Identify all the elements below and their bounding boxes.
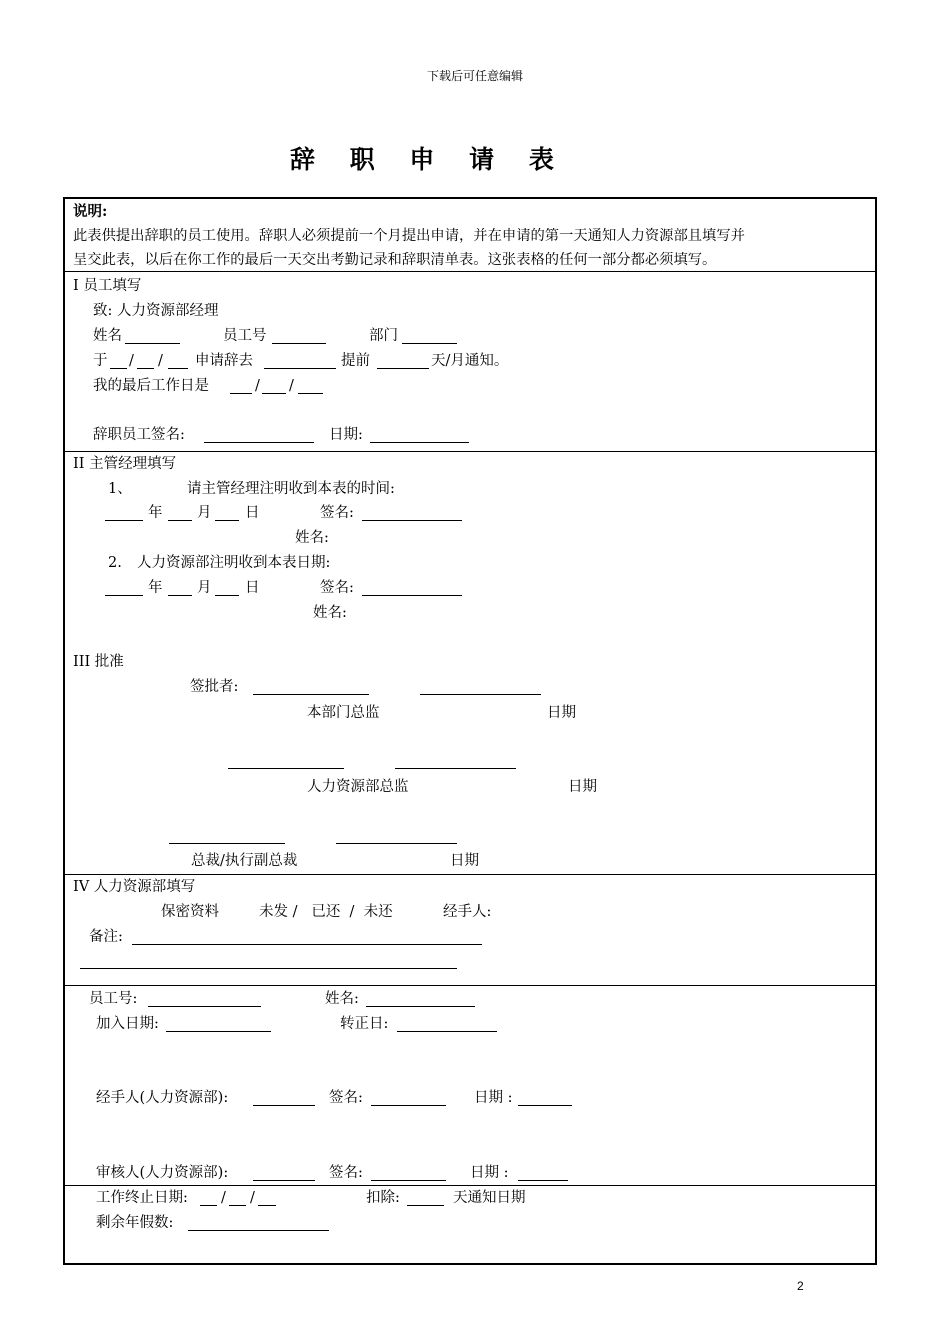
apply-date-line-2[interactable] xyxy=(137,368,154,369)
hr-director-date-label: 日期 xyxy=(568,779,597,795)
handler-date-line[interactable] xyxy=(518,1105,572,1106)
end-date-slash-1: / xyxy=(221,1190,226,1206)
section1-dept-label: 部门 xyxy=(369,328,398,344)
lastday-slash-2: / xyxy=(289,378,294,394)
item1-year: 年 xyxy=(148,505,163,521)
dept-director-date-label: 日期 xyxy=(547,705,576,721)
section2-heading: II 主管经理填写 xyxy=(73,456,177,472)
apply-prefix: 于 xyxy=(93,353,108,369)
notice-suffix: 天/月通知。 xyxy=(431,353,509,369)
apply-slash-2: / xyxy=(158,353,163,369)
resign-date-line[interactable] xyxy=(370,442,469,443)
deduct-label: 扣除: xyxy=(366,1190,400,1206)
item2-year: 年 xyxy=(148,580,163,596)
item2-year-line[interactable] xyxy=(105,595,143,596)
hr-director-sign-line[interactable] xyxy=(228,768,344,769)
president-label: 总裁/执行副总裁 xyxy=(191,853,298,869)
name-field-line[interactable] xyxy=(125,343,180,344)
approver-label: 签批者: xyxy=(190,679,239,695)
deduct-line[interactable] xyxy=(407,1205,444,1206)
section4-heading: IV 人力资源部填写 xyxy=(73,879,196,895)
item1-text: 请主管经理注明收到本表的时间: xyxy=(187,481,395,497)
divider-instructions xyxy=(63,271,877,272)
resign-date-label: 日期: xyxy=(329,427,363,443)
item1-day-line[interactable] xyxy=(215,520,239,521)
dept-director-sign-line[interactable] xyxy=(253,694,369,695)
confidential-status[interactable]: 未发 / 已还 / 未还 xyxy=(259,904,393,920)
item2-sign-label: 签名: xyxy=(320,580,354,596)
reviewer-date-line[interactable] xyxy=(518,1180,568,1181)
section5-empno-line[interactable] xyxy=(148,1006,261,1007)
advance-label: 提前 xyxy=(341,353,370,369)
president-date-line[interactable] xyxy=(336,843,457,844)
item2-day-line[interactable] xyxy=(215,595,239,596)
confirm-date-line[interactable] xyxy=(397,1031,497,1032)
apply-text: 申请辞去 xyxy=(195,353,253,369)
leave-label: 剩余年假数: xyxy=(96,1215,174,1231)
divider-section4 xyxy=(63,985,877,986)
item1-sign-line[interactable] xyxy=(362,520,462,521)
item1-name-label: 姓名: xyxy=(295,530,329,546)
section3-heading: III 批准 xyxy=(73,654,124,670)
item2-day: 日 xyxy=(245,580,260,596)
section1-empno-label: 员工号 xyxy=(223,328,267,344)
apply-date-line-3[interactable] xyxy=(168,368,188,369)
position-field-line[interactable] xyxy=(264,368,336,369)
resign-sign-label: 辞职员工签名: xyxy=(93,427,185,443)
dept-field-line[interactable] xyxy=(402,343,457,344)
item1-year-line[interactable] xyxy=(105,520,143,521)
item1-month: 月 xyxy=(197,505,212,521)
section1-to: 致: 人力资源部经理 xyxy=(93,303,219,319)
dept-director-date-line[interactable] xyxy=(420,694,541,695)
reviewer-sign-label: 签名: xyxy=(329,1165,363,1181)
hr-director-label: 人力资源部总监 xyxy=(307,779,409,795)
remark-label: 备注: xyxy=(89,929,123,945)
handler-date-label: 日期 : xyxy=(474,1090,513,1106)
section5-name-label: 姓名: xyxy=(325,991,359,1007)
page-title: 辞 职 申 请 表 xyxy=(290,145,567,174)
confidential-label: 保密资料 xyxy=(161,904,219,920)
end-date-line-1[interactable] xyxy=(200,1205,217,1206)
handler-sign-label: 签名: xyxy=(329,1090,363,1106)
join-date-line[interactable] xyxy=(166,1031,271,1032)
handler-label: 经手人(人力资源部): xyxy=(96,1090,229,1106)
deduct-suffix: 天通知日期 xyxy=(453,1190,526,1206)
lastday-label: 我的最后工作日是 xyxy=(93,378,209,394)
section1-name-label: 姓名 xyxy=(93,328,122,344)
divider-section3 xyxy=(63,874,877,875)
section5-name-line[interactable] xyxy=(366,1006,475,1007)
reviewer-sign-line[interactable] xyxy=(371,1180,446,1181)
section5-empno-label: 员工号: xyxy=(89,991,138,1007)
header-note: 下载后可任意编辑 xyxy=(426,69,523,83)
item1-sign-label: 签名: xyxy=(320,505,354,521)
end-date-line-3[interactable] xyxy=(258,1205,276,1206)
lastday-slash-1: / xyxy=(255,378,260,394)
join-date-label: 加入日期: xyxy=(96,1016,159,1032)
president-sign-line[interactable] xyxy=(169,843,285,844)
dept-director-label: 本部门总监 xyxy=(307,705,380,721)
hr-director-date-line[interactable] xyxy=(395,768,516,769)
confirm-date-label: 转正日: xyxy=(340,1016,389,1032)
item2-month-line[interactable] xyxy=(168,595,192,596)
apply-date-line-1[interactable] xyxy=(110,368,127,369)
handler-line[interactable] xyxy=(253,1105,315,1106)
instructions-heading: 说明: xyxy=(73,203,108,220)
empno-field-line[interactable] xyxy=(272,343,326,344)
remark-line-1[interactable] xyxy=(132,944,482,945)
divider-section5 xyxy=(63,1185,877,1186)
remark-line-2[interactable] xyxy=(80,968,457,969)
reviewer-date-label: 日期 : xyxy=(470,1165,509,1181)
end-date-label: 工作终止日期: xyxy=(96,1190,188,1206)
item2-name-label: 姓名: xyxy=(313,605,347,621)
end-date-line-2[interactable] xyxy=(229,1205,246,1206)
reviewer-line[interactable] xyxy=(253,1180,315,1181)
lastday-line-2[interactable] xyxy=(262,393,286,394)
item1-day: 日 xyxy=(245,505,260,521)
lastday-line-3[interactable] xyxy=(298,393,323,394)
section1-heading: I 员工填写 xyxy=(73,278,142,294)
handler-sign-line[interactable] xyxy=(371,1105,446,1106)
reviewer-label: 审核人(人力资源部): xyxy=(96,1165,229,1181)
page-number: 2 xyxy=(797,1279,804,1293)
apply-slash-1: / xyxy=(129,353,134,369)
item2-month: 月 xyxy=(197,580,212,596)
notice-field-line[interactable] xyxy=(377,368,429,369)
item2-sign-line[interactable] xyxy=(362,595,462,596)
section4-handler-label: 经手人: xyxy=(443,904,492,920)
lastday-line-1[interactable] xyxy=(230,393,252,394)
divider-section1 xyxy=(63,451,877,452)
resign-sign-line[interactable] xyxy=(204,442,314,443)
item1-month-line[interactable] xyxy=(168,520,192,521)
leave-line[interactable] xyxy=(188,1230,329,1231)
item2-number: 2. xyxy=(108,555,122,571)
end-date-slash-2: / xyxy=(250,1190,255,1206)
item2-text: 人力资源部注明收到本表日期: xyxy=(137,555,331,571)
item1-number: 1、 xyxy=(108,481,132,497)
instructions-line2: 呈交此表，以后在你工作的最后一天交出考勤记录和辞职清单表。这张表格的任何一部分都必须填写。 xyxy=(73,252,717,268)
instructions-line1: 此表供提出辞职的员工使用。辞职人必须提前一个月提出申请，并在申请的第一天通知人力资源部且填写并 xyxy=(73,228,745,244)
president-date-label: 日期 xyxy=(450,853,479,869)
